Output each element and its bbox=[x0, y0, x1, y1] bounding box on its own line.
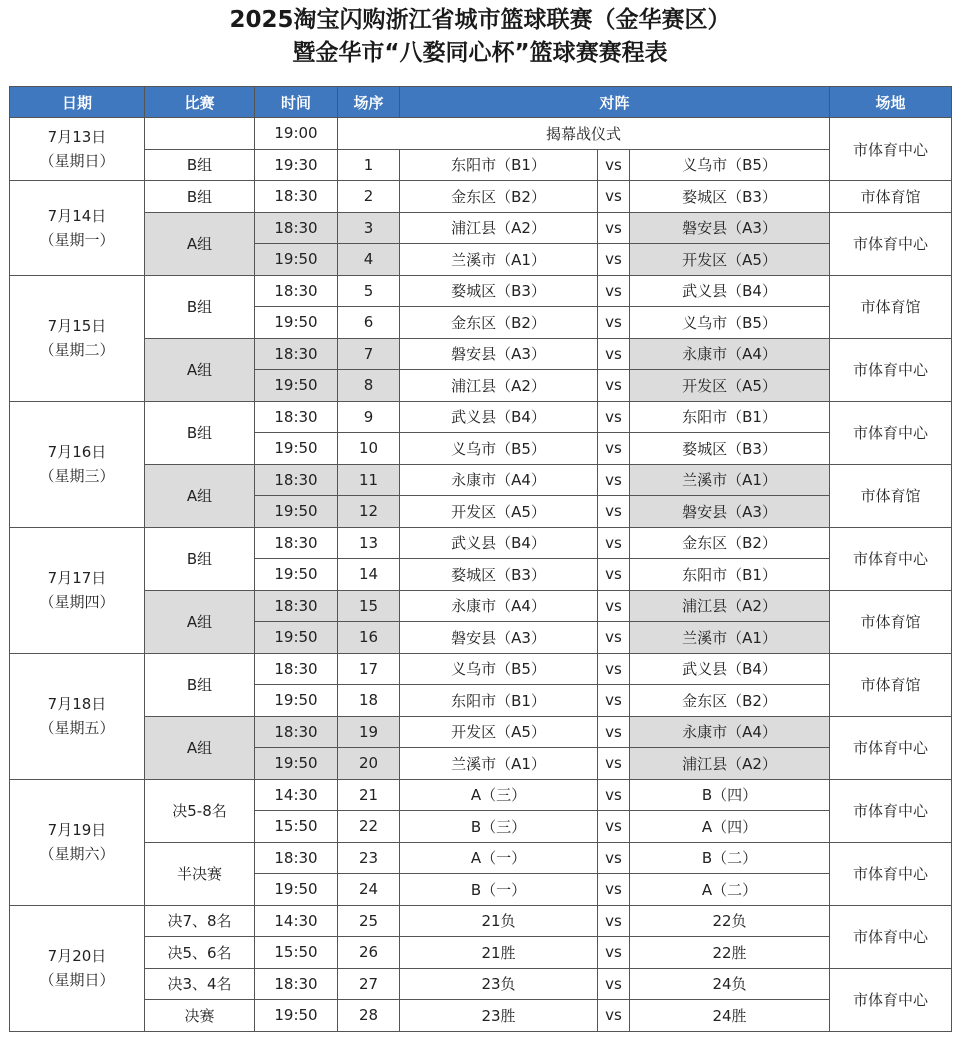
weekday-text: （星期日） bbox=[39, 152, 115, 170]
vs-cell: vs bbox=[598, 622, 630, 654]
game-no-cell: 6 bbox=[338, 307, 400, 339]
home-team-cell: 磐安县（A3） bbox=[400, 622, 598, 654]
away-team-cell: 永康市（A4） bbox=[630, 338, 830, 370]
weekday-text: （星期五） bbox=[39, 719, 115, 737]
time-cell: 19:30 bbox=[255, 149, 338, 181]
game-no-cell: 12 bbox=[338, 496, 400, 528]
away-team-cell: 义乌市（B5） bbox=[630, 149, 830, 181]
table-row bbox=[10, 401, 952, 433]
game-no-cell: 4 bbox=[338, 244, 400, 276]
vs-cell: vs bbox=[598, 842, 630, 874]
vs-cell: vs bbox=[598, 937, 630, 969]
away-team-cell: 武义县（B4） bbox=[630, 275, 830, 307]
group-cell: B组 bbox=[145, 275, 255, 338]
date-text: 7月13日 bbox=[47, 128, 107, 146]
away-team-cell: 婺城区（B3） bbox=[630, 181, 830, 213]
group-cell: A组 bbox=[145, 338, 255, 401]
date-text: 7月15日 bbox=[47, 317, 107, 335]
game-no-cell: 13 bbox=[338, 527, 400, 559]
date-cell bbox=[10, 905, 145, 1031]
away-team-cell: 东阳市（B1） bbox=[630, 401, 830, 433]
game-no-cell: 16 bbox=[338, 622, 400, 654]
weekday-text: （星期日） bbox=[39, 971, 115, 989]
header-date: 日期 bbox=[10, 87, 145, 118]
home-team-cell: 东阳市（B1） bbox=[400, 685, 598, 717]
time-cell: 14:30 bbox=[255, 905, 338, 937]
home-team-cell: 义乌市（B5） bbox=[400, 653, 598, 685]
table-row bbox=[10, 464, 952, 496]
home-team-cell: 23胜 bbox=[400, 1000, 598, 1032]
game-no-cell: 14 bbox=[338, 559, 400, 591]
venue-cell: 市体育中心 bbox=[830, 842, 952, 905]
away-team-cell: 开发区（A5） bbox=[630, 244, 830, 276]
time-cell: 15:50 bbox=[255, 937, 338, 969]
vs-cell: vs bbox=[598, 1000, 630, 1032]
venue-cell: 市体育中心 bbox=[830, 779, 952, 842]
home-team-cell: 婺城区（B3） bbox=[400, 275, 598, 307]
venue-cell: 市体育中心 bbox=[830, 401, 952, 464]
game-no-cell: 18 bbox=[338, 685, 400, 717]
home-team-cell: 兰溪市（A1） bbox=[400, 748, 598, 780]
away-team-cell: 金东区（B2） bbox=[630, 685, 830, 717]
time-cell: 19:50 bbox=[255, 1000, 338, 1032]
home-team-cell: 婺城区（B3） bbox=[400, 559, 598, 591]
group-cell: B组 bbox=[145, 149, 255, 181]
time-cell: 18:30 bbox=[255, 275, 338, 307]
weekday-text: （星期六） bbox=[39, 845, 115, 863]
table-row bbox=[10, 118, 952, 150]
venue-cell: 市体育中心 bbox=[830, 212, 952, 275]
home-team-cell: 武义县（B4） bbox=[400, 401, 598, 433]
venue-cell: 市体育中心 bbox=[830, 716, 952, 779]
vs-cell: vs bbox=[598, 559, 630, 591]
table-row bbox=[10, 716, 952, 748]
vs-cell: vs bbox=[598, 874, 630, 906]
group-cell: B组 bbox=[145, 181, 255, 213]
time-cell: 14:30 bbox=[255, 779, 338, 811]
venue-cell: 市体育中心 bbox=[830, 527, 952, 590]
group-cell: B组 bbox=[145, 401, 255, 464]
game-no-cell: 7 bbox=[338, 338, 400, 370]
vs-cell: vs bbox=[598, 244, 630, 276]
group-cell-empty bbox=[145, 118, 255, 150]
weekday-text: （星期二） bbox=[39, 341, 115, 359]
time-cell: 18:30 bbox=[255, 968, 338, 1000]
vs-cell: vs bbox=[598, 496, 630, 528]
date-cell bbox=[10, 401, 145, 527]
group-cell: A组 bbox=[145, 464, 255, 527]
home-team-cell: 磐安县（A3） bbox=[400, 338, 598, 370]
time-cell: 19:50 bbox=[255, 370, 338, 402]
home-team-cell: 浦江县（A2） bbox=[400, 212, 598, 244]
date-cell bbox=[10, 653, 145, 779]
group-cell: 决3、4名 bbox=[145, 968, 255, 1000]
header-no: 场序 bbox=[338, 87, 400, 118]
away-team-cell: 24胜 bbox=[630, 1000, 830, 1032]
title-line-1: 2025淘宝闪购浙江省城市篮球联赛（金华赛区） bbox=[229, 7, 731, 33]
away-team-cell: A（二） bbox=[630, 874, 830, 906]
venue-cell: 市体育馆 bbox=[830, 181, 952, 213]
venue-cell: 市体育馆 bbox=[830, 653, 952, 716]
game-no-cell: 2 bbox=[338, 181, 400, 213]
group-cell: A组 bbox=[145, 212, 255, 275]
away-team-cell: 东阳市（B1） bbox=[630, 559, 830, 591]
away-team-cell: 22负 bbox=[630, 905, 830, 937]
time-cell: 19:50 bbox=[255, 748, 338, 780]
home-team-cell: A（一） bbox=[400, 842, 598, 874]
home-team-cell: 浦江县（A2） bbox=[400, 370, 598, 402]
game-no-cell: 3 bbox=[338, 212, 400, 244]
vs-cell: vs bbox=[598, 905, 630, 937]
vs-cell: vs bbox=[598, 653, 630, 685]
away-team-cell: B（二） bbox=[630, 842, 830, 874]
game-no-cell: 24 bbox=[338, 874, 400, 906]
weekday-text: （星期四） bbox=[39, 593, 115, 611]
table-row bbox=[10, 968, 952, 1000]
game-no-cell: 22 bbox=[338, 811, 400, 843]
group-cell: 决赛 bbox=[145, 1000, 255, 1032]
ceremony-cell: 揭幕战仪式 bbox=[338, 118, 830, 150]
table-row bbox=[10, 590, 952, 622]
away-team-cell: 兰溪市（A1） bbox=[630, 622, 830, 654]
time-cell: 19:50 bbox=[255, 559, 338, 591]
game-no-cell: 28 bbox=[338, 1000, 400, 1032]
game-no-cell: 9 bbox=[338, 401, 400, 433]
home-team-cell: B（三） bbox=[400, 811, 598, 843]
vs-cell: vs bbox=[598, 527, 630, 559]
time-cell: 19:50 bbox=[255, 685, 338, 717]
time-cell: 18:30 bbox=[255, 212, 338, 244]
group-cell: 决5-8名 bbox=[145, 779, 255, 842]
group-cell: 半决赛 bbox=[145, 842, 255, 905]
vs-cell: vs bbox=[598, 275, 630, 307]
header-match: 比赛 bbox=[145, 87, 255, 118]
venue-cell: 市体育馆 bbox=[830, 590, 952, 653]
game-no-cell: 27 bbox=[338, 968, 400, 1000]
away-team-cell: B（四） bbox=[630, 779, 830, 811]
time-cell: 19:50 bbox=[255, 307, 338, 339]
table-row bbox=[10, 212, 952, 244]
away-team-cell: 浦江县（A2） bbox=[630, 748, 830, 780]
table-row bbox=[10, 1000, 952, 1032]
date-cell bbox=[10, 779, 145, 905]
time-cell: 18:30 bbox=[255, 842, 338, 874]
away-team-cell: 永康市（A4） bbox=[630, 716, 830, 748]
vs-cell: vs bbox=[598, 716, 630, 748]
time-cell: 19:50 bbox=[255, 622, 338, 654]
home-team-cell: 兰溪市（A1） bbox=[400, 244, 598, 276]
time-cell: 15:50 bbox=[255, 811, 338, 843]
time-cell: 18:30 bbox=[255, 527, 338, 559]
vs-cell: vs bbox=[598, 685, 630, 717]
away-team-cell: 金东区（B2） bbox=[630, 527, 830, 559]
table-row bbox=[10, 937, 952, 969]
weekday-text: （星期一） bbox=[39, 230, 115, 249]
table-row bbox=[10, 338, 952, 370]
home-team-cell: 开发区（A5） bbox=[400, 716, 598, 748]
game-no-cell: 15 bbox=[338, 590, 400, 622]
game-no-cell: 19 bbox=[338, 716, 400, 748]
home-team-cell: 义乌市（B5） bbox=[400, 433, 598, 465]
home-team-cell: 23负 bbox=[400, 968, 598, 1000]
vs-cell: vs bbox=[598, 590, 630, 622]
date-text: 7月16日 bbox=[47, 443, 107, 461]
group-cell: B组 bbox=[145, 653, 255, 716]
game-no-cell: 5 bbox=[338, 275, 400, 307]
header-row bbox=[10, 87, 952, 118]
header-venue: 场地 bbox=[830, 87, 952, 118]
away-team-cell: 磐安县（A3） bbox=[630, 212, 830, 244]
table-row bbox=[10, 149, 952, 181]
home-team-cell: 金东区（B2） bbox=[400, 307, 598, 339]
title-line-2: 暨金华市“八婺同心杯”篮球赛赛程表 bbox=[292, 40, 668, 66]
date-text: 7月17日 bbox=[47, 569, 107, 587]
group-cell: 决7、8名 bbox=[145, 905, 255, 937]
group-cell: A组 bbox=[145, 716, 255, 779]
vs-cell: vs bbox=[598, 149, 630, 181]
home-team-cell: 东阳市（B1） bbox=[400, 149, 598, 181]
time-cell: 18:30 bbox=[255, 181, 338, 213]
date-cell bbox=[10, 527, 145, 653]
time-cell: 19:50 bbox=[255, 244, 338, 276]
venue-cell: 市体育中心 bbox=[830, 968, 952, 1031]
table-row bbox=[10, 527, 952, 559]
time-cell: 19:50 bbox=[255, 874, 338, 906]
venue-cell: 市体育中心 bbox=[830, 338, 952, 401]
venue-cell: 市体育中心 bbox=[830, 905, 952, 968]
table-row bbox=[10, 653, 952, 685]
home-team-cell: 永康市（A4） bbox=[400, 590, 598, 622]
vs-cell: vs bbox=[598, 181, 630, 213]
page-title bbox=[0, 0, 960, 80]
away-team-cell: 磐安县（A3） bbox=[630, 496, 830, 528]
schedule-table bbox=[9, 86, 952, 1032]
away-team-cell: 武义县（B4） bbox=[630, 653, 830, 685]
home-team-cell: B（一） bbox=[400, 874, 598, 906]
away-team-cell: 浦江县（A2） bbox=[630, 590, 830, 622]
vs-cell: vs bbox=[598, 307, 630, 339]
game-no-cell: 23 bbox=[338, 842, 400, 874]
game-no-cell: 21 bbox=[338, 779, 400, 811]
table-row bbox=[10, 905, 952, 937]
date-text: 7月20日 bbox=[47, 947, 107, 965]
away-team-cell: A（四） bbox=[630, 811, 830, 843]
time-cell: 18:30 bbox=[255, 716, 338, 748]
time-cell: 19:50 bbox=[255, 496, 338, 528]
home-team-cell: 金东区（B2） bbox=[400, 181, 598, 213]
home-team-cell: 永康市（A4） bbox=[400, 464, 598, 496]
away-team-cell: 兰溪市（A1） bbox=[630, 464, 830, 496]
vs-cell: vs bbox=[598, 401, 630, 433]
date-text: 7月14日 bbox=[47, 206, 107, 225]
table-row bbox=[10, 275, 952, 307]
away-team-cell: 义乌市（B5） bbox=[630, 307, 830, 339]
venue-cell: 市体育中心 bbox=[830, 118, 952, 181]
vs-cell: vs bbox=[598, 968, 630, 1000]
venue-cell: 市体育馆 bbox=[830, 275, 952, 338]
table-row bbox=[10, 181, 952, 213]
header-matchup: 对阵 bbox=[400, 87, 830, 118]
vs-cell: vs bbox=[598, 433, 630, 465]
header-time: 时间 bbox=[255, 87, 338, 118]
vs-cell: vs bbox=[598, 779, 630, 811]
away-team-cell: 婺城区（B3） bbox=[630, 433, 830, 465]
vs-cell: vs bbox=[598, 464, 630, 496]
vs-cell: vs bbox=[598, 370, 630, 402]
home-team-cell: 武义县（B4） bbox=[400, 527, 598, 559]
time-cell: 18:30 bbox=[255, 338, 338, 370]
date-text: 7月18日 bbox=[47, 695, 107, 713]
game-no-cell: 26 bbox=[338, 937, 400, 969]
group-cell: 决5、6名 bbox=[145, 937, 255, 969]
away-team-cell: 24负 bbox=[630, 968, 830, 1000]
game-no-cell: 8 bbox=[338, 370, 400, 402]
home-team-cell: 开发区（A5） bbox=[400, 496, 598, 528]
date-text: 7月19日 bbox=[47, 821, 107, 839]
game-no-cell: 17 bbox=[338, 653, 400, 685]
away-team-cell: 开发区（A5） bbox=[630, 370, 830, 402]
table-row bbox=[10, 779, 952, 811]
group-cell: A组 bbox=[145, 590, 255, 653]
time-cell: 18:30 bbox=[255, 653, 338, 685]
vs-cell: vs bbox=[598, 811, 630, 843]
home-team-cell: 21胜 bbox=[400, 937, 598, 969]
time-cell: 18:30 bbox=[255, 401, 338, 433]
vs-cell: vs bbox=[598, 338, 630, 370]
home-team-cell: 21负 bbox=[400, 905, 598, 937]
time-cell: 18:30 bbox=[255, 464, 338, 496]
table-row bbox=[10, 842, 952, 874]
away-team-cell: 22胜 bbox=[630, 937, 830, 969]
date-cell bbox=[10, 275, 145, 401]
vs-cell: vs bbox=[598, 212, 630, 244]
game-no-cell: 11 bbox=[338, 464, 400, 496]
game-no-cell: 25 bbox=[338, 905, 400, 937]
time-cell: 19:50 bbox=[255, 433, 338, 465]
home-team-cell: A（三） bbox=[400, 779, 598, 811]
venue-cell: 市体育馆 bbox=[830, 464, 952, 527]
time-cell: 19:00 bbox=[255, 118, 338, 150]
game-no-cell: 10 bbox=[338, 433, 400, 465]
date-cell bbox=[10, 181, 145, 276]
group-cell: B组 bbox=[145, 527, 255, 590]
game-no-cell: 1 bbox=[338, 149, 400, 181]
game-no-cell: 20 bbox=[338, 748, 400, 780]
date-cell bbox=[10, 118, 145, 181]
time-cell: 18:30 bbox=[255, 590, 338, 622]
vs-cell: vs bbox=[598, 748, 630, 780]
weekday-text: （星期三） bbox=[39, 467, 115, 485]
